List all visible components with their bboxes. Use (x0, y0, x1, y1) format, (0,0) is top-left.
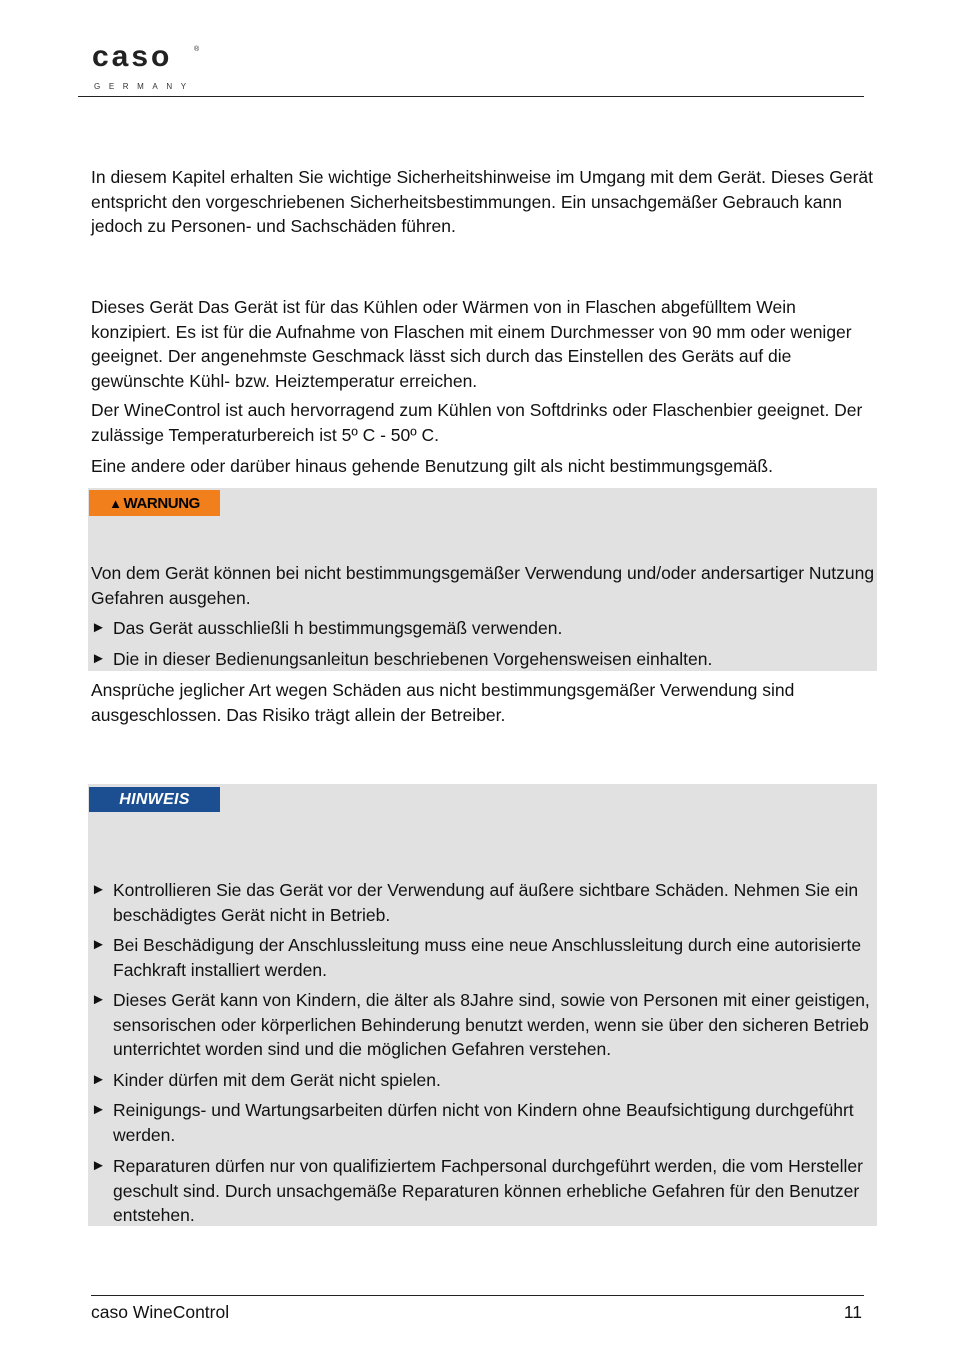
bullet-arrow-icon: ► (91, 936, 106, 953)
note-list-item (91, 878, 876, 927)
warning-list-item-text: Die in dieser Bedienungsanleitun beschriebenen Vorgehensweisen einhalten. (113, 649, 713, 669)
bullet-arrow-icon: ► (91, 1071, 106, 1088)
page-number: 11 (843, 1302, 862, 1322)
note-list-item-text: Reinigungs- und Wartungsarbeiten dürfen nicht von Kindern ohne Beaufsichtigung durchgeführt werden. (113, 1100, 854, 1145)
warning-list-item-text: Das Gerät ausschließli h bestimmungsgemäß verwenden. (113, 618, 563, 638)
warning-list-item (91, 647, 876, 672)
usage-paragraph-3: Eine andere oder darüber hinaus gehende Benutzung gilt als nicht bestimmungsgemäß. (91, 456, 773, 476)
warning-triangle-icon: ▲ (109, 495, 122, 511)
bullet-arrow-icon: ► (91, 1157, 106, 1174)
bullet-arrow-icon: ► (91, 619, 106, 636)
note-list-item (91, 988, 876, 1062)
bullet-arrow-icon: ► (91, 991, 106, 1008)
logo-wordmark: caso (92, 40, 173, 73)
usage-paragraph-1: Dieses Gerät Das Gerät ist für das Kühlen oder Wärmen von in Flaschen abgefülltem Wein konzipiert. Es ist für die Aufnahme von Flaschen mit einem Durchmesser von 90 mm oder weniger geeignet. Der angenehmste Geschmack lässt sich durch das Einstellen des Geräts auf die gewünschte Kühl- bzw. Heiztemperatur erreichen. (91, 297, 852, 391)
note-list-item-text: Dieses Gerät kann von Kindern, die älter als 8Jahre sind, sowie von Personen mit einer geistigen, sensorischen oder körperlichen Behinderung benutzt werden, wenn sie über den sicheren Betrieb unterrichtet worden sind und die möglichen Gefahren verstehen. (113, 990, 870, 1059)
warning-text: Von dem Gerät können bei nicht bestimmungsgemäßer Verwendung und/oder andersartiger Nutzung Gefahren ausgehen. (91, 563, 875, 608)
footer-rule (91, 1295, 864, 1296)
warning-badge (89, 490, 220, 516)
note-list-item (91, 1068, 876, 1093)
note-list-item-text: Kontrollieren Sie das Gerät vor der Verwendung auf äußere sichtbare Schäden. Nehmen Sie ein beschädigtes Gerät nicht in Betrieb. (113, 880, 859, 925)
logo-registered-mark: ® (194, 46, 200, 53)
intro-paragraph: In diesem Kapitel erhalten Sie wichtige Sicherheitshinweise im Umgang mit dem Gerät. Dieses Gerät entspricht den vorgeschriebenen Sicherheitsbestimmungen. Ein unsachgemäßer Gebrauch kann jedoch zu Personen- und Sachschäden führen. (91, 167, 874, 236)
logo-subtitle: GERMANY (94, 82, 195, 91)
note-list-item-text: Kinder dürfen mit dem Gerät nicht spielen. (113, 1070, 441, 1090)
claims-paragraph: Ansprüche jeglicher Art wegen Schäden aus nicht bestimmungsgemäßer Verwendung sind ausgeschlossen. Das Risiko trägt allein der Betreiber. (91, 680, 795, 725)
warning-badge-label: WARNUNG (123, 494, 200, 512)
bullet-arrow-icon: ► (91, 881, 106, 898)
note-list-item-text: Reparaturen dürfen nur von qualifiziertem Fachpersonal durchgeführt werden, die vom Hersteller geschult sind. Durch unsachgemäße Reparaturen können erhebliche Gefahren für den Benutzer entstehen. (113, 1156, 863, 1225)
warning-list-item (91, 616, 876, 641)
note-badge (89, 787, 220, 812)
caso-logo (78, 30, 208, 100)
note-list-item (91, 1154, 876, 1228)
note-list-item (91, 933, 876, 982)
usage-paragraph-2: Der WineControl ist auch hervorragend zum Kühlen von Softdrinks oder Flaschenbier geeignet. Der zulässige Temperaturbereich ist 5º C - 50º C. (91, 400, 863, 445)
bullet-arrow-icon: ► (91, 650, 106, 667)
note-list-item-text: Bei Beschädigung der Anschlussleitung muss eine neue Anschlussleitung durch eine autorisierte Fachkraft installiert werden. (113, 935, 862, 980)
bullet-arrow-icon: ► (91, 1101, 106, 1118)
note-list-item (91, 1098, 876, 1147)
note-badge-label: HINWEIS (119, 790, 190, 808)
header-rule (78, 96, 864, 97)
footer-title: caso WineControl (91, 1302, 230, 1322)
